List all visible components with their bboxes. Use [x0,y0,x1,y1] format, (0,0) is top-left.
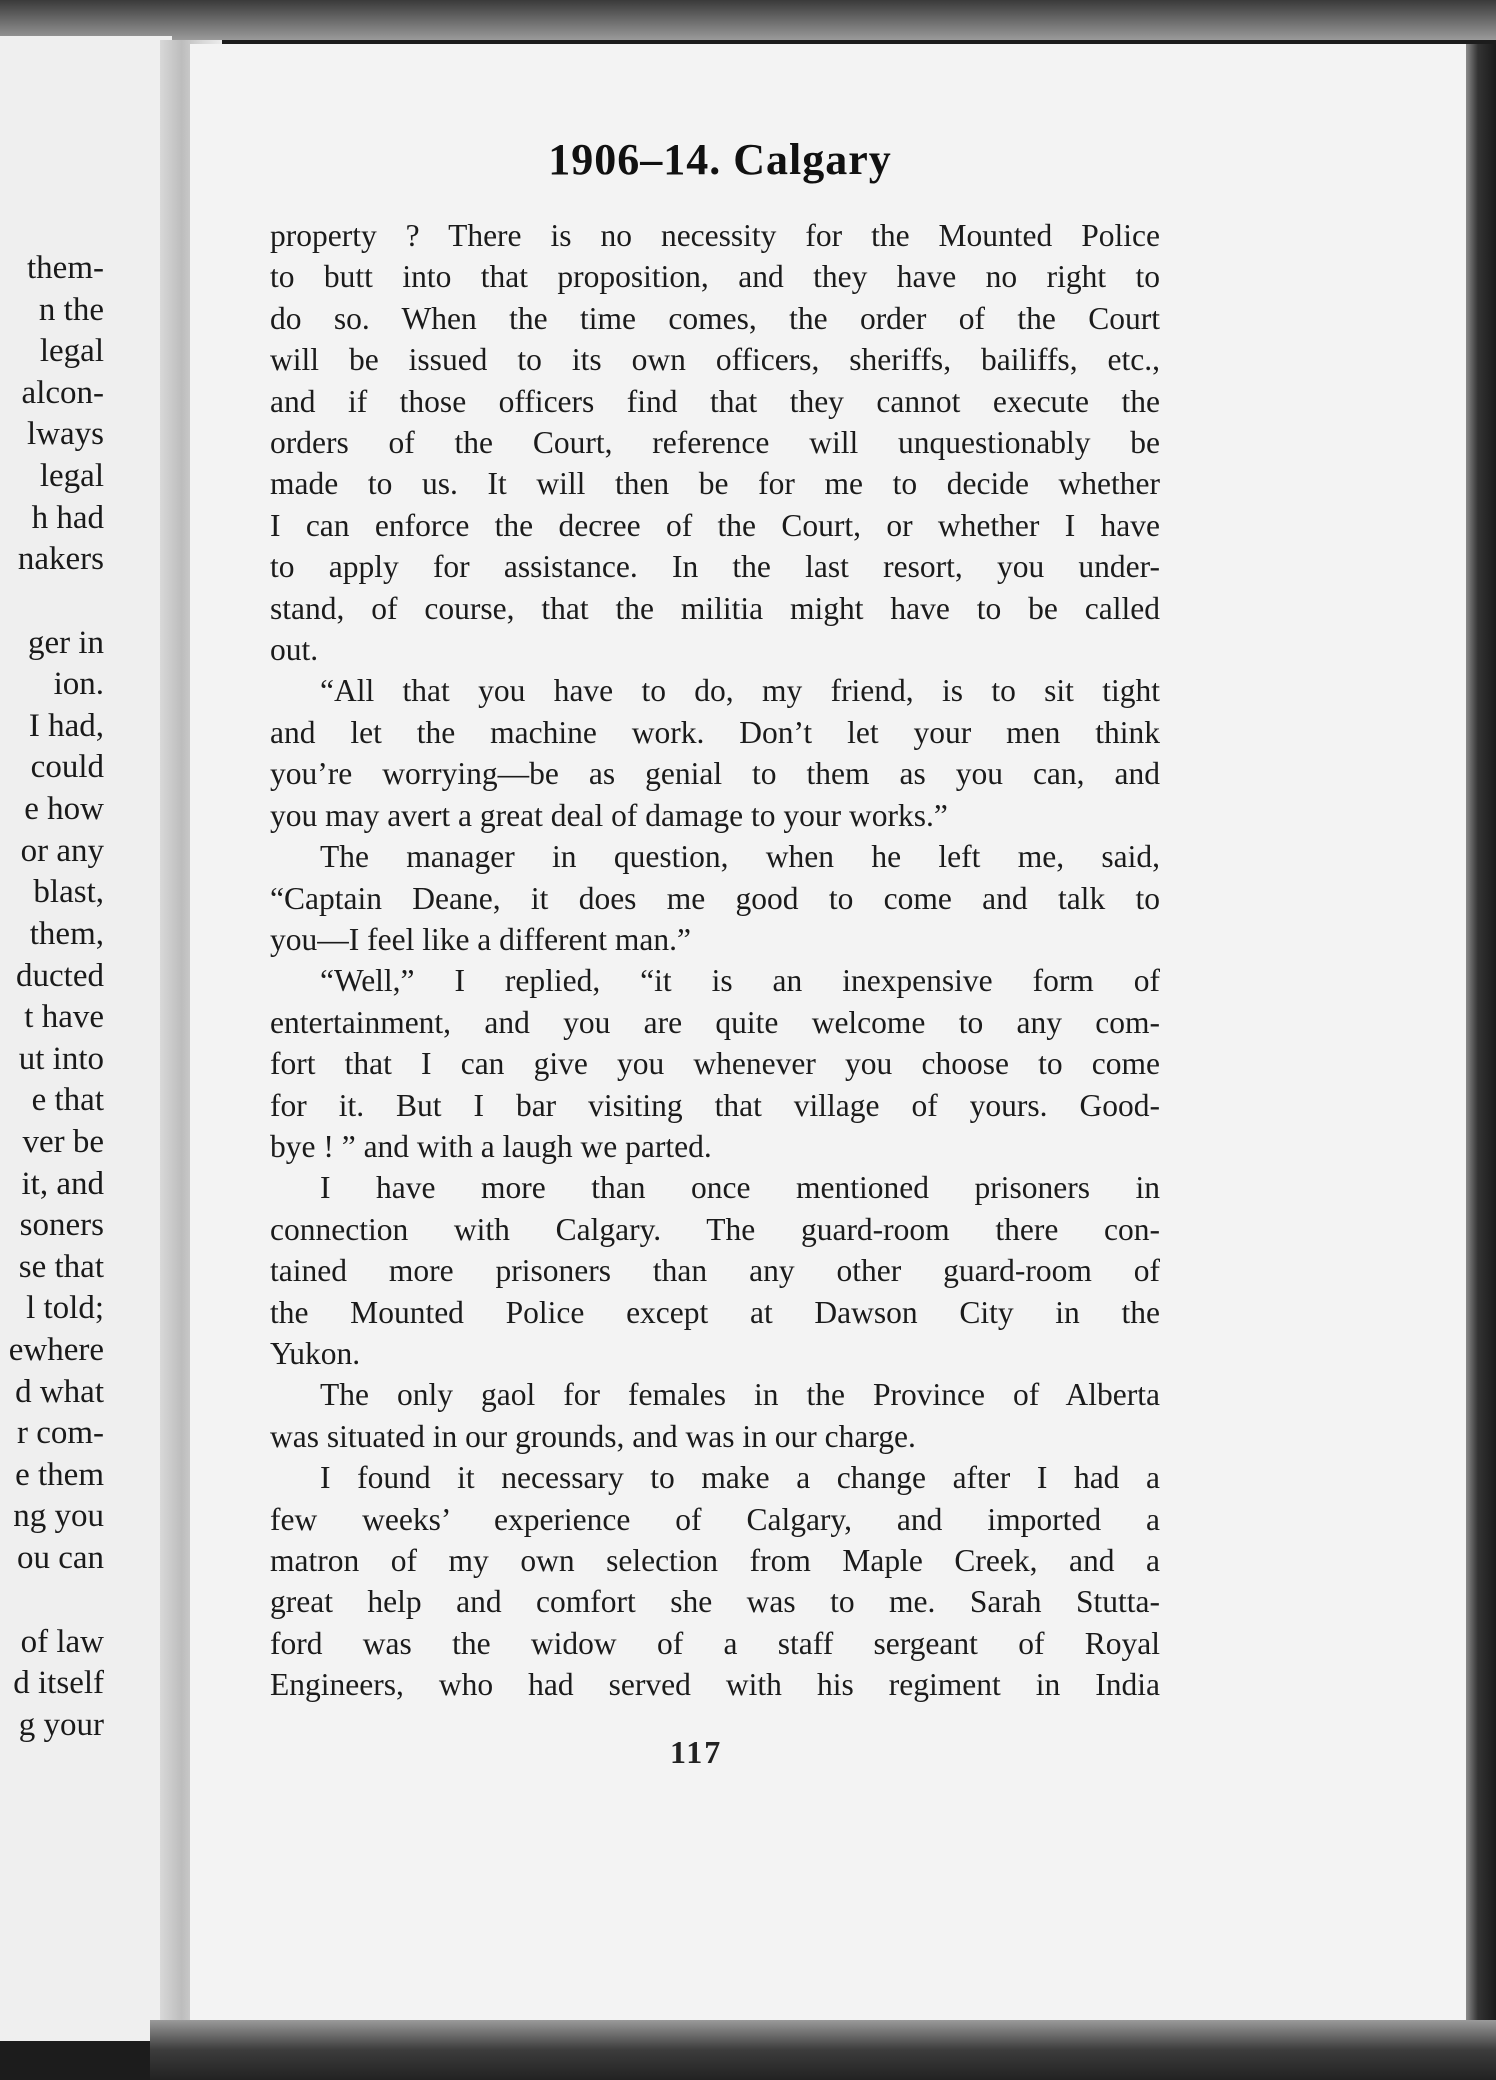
text-line: for it. But I bar visiting that village of yours. Good- [270,1087,1160,1123]
facing-page-line: e them [15,1457,104,1493]
book-edge-right [1466,44,1496,2039]
book-edge-bottom [150,2020,1496,2080]
text-line: “All that you have to do, my friend, is to sit tight [320,673,1160,709]
text-line: property ? There is no necessity for the Mounted Police [270,218,1160,253]
running-head: 1906–14. Calgary [548,135,892,184]
facing-page-line: d itself [13,1665,104,1701]
text-line: will be issued to its own officers, sheriffs, bailiffs, etc., [270,342,1160,378]
facing-page-line: legal [39,458,104,494]
text-line: out. [270,632,319,668]
text-line: “Captain Deane, it does me good to come and talk to [270,880,1160,916]
facing-page-line: se that [18,1249,104,1285]
text-line: ford was the widow of a staff sergeant of Royal [270,1625,1160,1661]
facing-page-line: nakers [17,541,104,577]
facing-page-line: r com- [16,1415,104,1451]
facing-page-line: or any [20,833,104,869]
scan-top-edge [0,0,1496,40]
text-line: connection with Calgary. The guard-room there con- [270,1211,1160,1247]
facing-page-line: ger in [27,625,104,661]
text-line: Yukon. [270,1335,361,1371]
facing-page-line: ducted [16,958,104,994]
facing-page-line: n the [38,292,104,328]
facing-page-line: alcon- [21,375,104,411]
text-line: was situated in our grounds, and was in our charge. [270,1418,916,1454]
facing-page-line: ng you [13,1498,104,1534]
text-line: matron of my own selection from Maple Creek, and a [270,1543,1160,1578]
text-line: bye ! ” and with a laugh we parted. [270,1128,712,1164]
facing-page-line: g your [18,1707,104,1743]
page-number: 117 [670,1734,723,1770]
facing-page-left [0,36,172,2041]
text-line: and if those officers find that they cannot execute the [270,383,1160,419]
text-line: “Well,” I replied, “it is an inexpensive form of [320,963,1160,999]
facing-page-line: ou can [16,1540,104,1576]
text-line: The only gaol for females in the Province of Alberta [320,1377,1160,1413]
facing-page-line: them- [27,250,104,286]
text-line: entertainment, and you are quite welcome to any com- [270,1004,1160,1040]
facing-page-line: it, and [21,1166,104,1202]
text-line: tained more prisoners than any other guard-room of [270,1253,1160,1289]
facing-page-line: e how [24,791,104,827]
facing-page-line: d what [15,1374,104,1410]
facing-page-line: soners [19,1207,104,1243]
facing-page-line: ut into [18,1041,104,1077]
text-line: you’re worrying—be as genial to them as you can, and [270,756,1160,792]
text-line: do so. When the time comes, the order of the Court [270,300,1160,336]
text-line: Engineers, who had served with his regiment in India [270,1667,1160,1703]
facing-page-line: ewhere [8,1332,104,1368]
text-line: orders of the Court, reference will unquestionably be [270,425,1160,461]
text-line: you—I feel like a different man.” [270,921,691,957]
text-line: few weeks’ experience of Calgary, and imported a [270,1501,1160,1537]
text-line: made to us. It will then be for me to decide whether [270,466,1160,502]
facing-page-line: of law [20,1624,104,1660]
facing-page-line: legal [39,333,104,369]
facing-page-line: l told; [26,1290,104,1326]
text-line: I found it necessary to make a change after I had a [320,1460,1160,1496]
facing-page-line: e that [31,1082,104,1118]
text-line: great help and comfort she was to me. Sarah Stutta- [270,1584,1160,1620]
facing-page-line: t have [24,999,104,1035]
text-line: to butt into that proposition, and they have no right to [270,259,1160,295]
text-line: I can enforce the decree of the Court, or whether I have [270,507,1160,543]
text-line: I have more than once mentioned prisoners in [320,1170,1160,1206]
page-body-text [270,215,1160,1706]
facing-page-line: them, [29,916,104,952]
text-line: and let the machine work. Don’t let your men think [270,714,1160,750]
text-line: fort that I can give you whenever you choose to come [270,1046,1160,1082]
facing-page-line: ion. [53,666,104,702]
text-line: you may avert a great deal of damage to your works.” [270,797,948,833]
facing-page-line: could [30,749,104,785]
facing-page-line: blast, [33,874,104,910]
facing-page-line: h had [31,500,104,536]
text-line: stand, of course, that the militia might have to be called [270,590,1160,626]
text-line: to apply for assistance. In the last resort, you under- [270,549,1160,585]
facing-page-line: I had, [28,708,104,744]
text-line: The manager in question, when he left me, said, [320,839,1160,875]
facing-page-line: lways [27,416,104,452]
text-line: the Mounted Police except at Dawson City in the [270,1294,1160,1330]
facing-page-line: ver be [22,1124,104,1160]
